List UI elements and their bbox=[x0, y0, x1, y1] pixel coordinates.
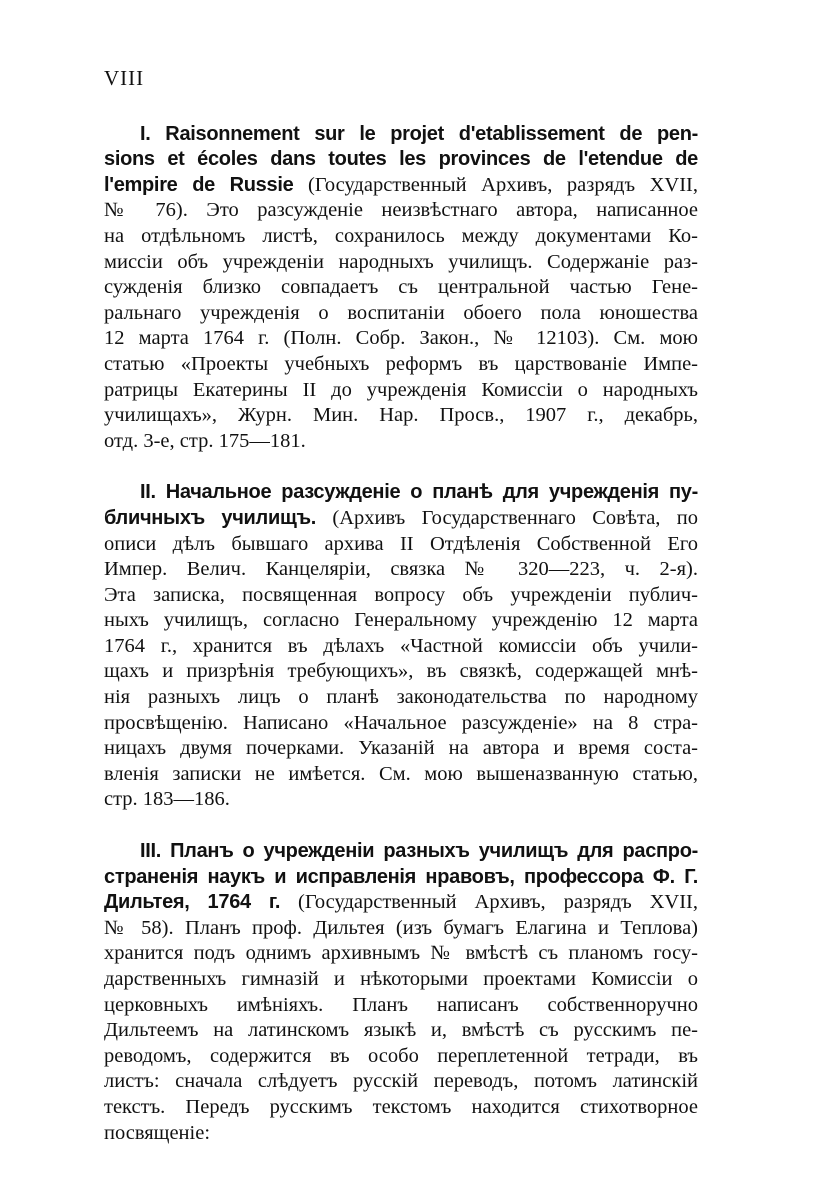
text-line bbox=[104, 890, 698, 916]
text-line bbox=[104, 173, 698, 199]
text-line bbox=[104, 480, 698, 506]
body-text: 1764 г., хранится въ дѣлахъ «Частной комиссіи объ учили- bbox=[104, 634, 698, 657]
text-line bbox=[104, 198, 698, 224]
entry-ii bbox=[104, 480, 698, 813]
body-text: статью «Проекты учебныхъ реформъ въ царствованіе Импе- bbox=[104, 352, 698, 375]
text-line bbox=[104, 993, 698, 1019]
text-line bbox=[104, 506, 698, 532]
body-text: отд. 3-е, стр. 175—181. bbox=[104, 429, 306, 452]
body-text: реводомъ, содержится въ особо переплетенной тетради, въ bbox=[104, 1044, 698, 1067]
text-line bbox=[104, 326, 698, 352]
text-line bbox=[104, 250, 698, 276]
body-text: ныхъ училищъ, согласно Генеральному учрежденію 12 марта bbox=[104, 609, 698, 632]
entry-heading: бличныхъ училищъ. bbox=[104, 506, 317, 529]
entry-heading: III. Планъ о учрежденіи разныхъ училищъ для распро- bbox=[140, 840, 698, 863]
body-text: посвященіе: bbox=[104, 1121, 211, 1144]
body-text: щахъ и призрѣнія требующихъ», въ связкѣ, содержащей мнѣ- bbox=[104, 660, 698, 683]
body-text: (Государственный Архивъ, разрядъ XVII, bbox=[280, 891, 698, 914]
text-line bbox=[104, 736, 698, 762]
text-line bbox=[104, 275, 698, 301]
body-text: дарственныхъ гимназій и нѣкоторыми проектами Комиссіи о bbox=[104, 968, 698, 990]
body-text: текстъ. Передъ русскимъ текстомъ находится стихотворное bbox=[104, 1095, 698, 1118]
text-line bbox=[104, 352, 698, 378]
text-line bbox=[104, 122, 698, 148]
body-text: ратрицы Екатерины II до учрежденія Комиссіи о народныхъ bbox=[104, 378, 698, 401]
text-line bbox=[104, 711, 698, 737]
body-text: 12 марта 1764 г. (Полн. Собр. Закон., № 12103). См. мою bbox=[104, 327, 698, 350]
text-line bbox=[104, 1095, 698, 1121]
text-line bbox=[104, 1044, 698, 1070]
entry-heading: l'empire de Russie bbox=[104, 173, 294, 196]
body-text: (Государственный Архивъ, разрядъ XVII, bbox=[293, 173, 698, 196]
body-text: просвѣщенію. Написано «Начальное разсужденіе» на 8 стра- bbox=[104, 711, 698, 734]
text-line bbox=[104, 685, 698, 711]
text-line bbox=[104, 865, 698, 891]
body-text: вленія записки не имѣется. См. мою вышеназванную статью, bbox=[104, 762, 698, 785]
entry-heading: sions et écoles dans toutes les provinces de l'etendue de bbox=[104, 148, 698, 171]
text-line bbox=[104, 1018, 698, 1044]
text-line bbox=[104, 916, 698, 942]
text-line bbox=[104, 583, 698, 609]
text-line bbox=[104, 634, 698, 660]
text-line bbox=[104, 762, 698, 788]
body-text: нія разныхъ лицъ о планѣ законодательства по народному bbox=[104, 686, 698, 709]
body-text: Эта записка, посвященная вопросу объ учрежденіи публич- bbox=[104, 583, 698, 606]
page-number: VIII bbox=[104, 66, 145, 90]
body-text: ницахъ двумя почерками. Указаній на автора и время соста- bbox=[104, 737, 698, 760]
entry-i bbox=[104, 122, 698, 455]
body-text: описи дѣлъ бывшаго архива II Отдѣленія Собственной Его bbox=[104, 532, 698, 555]
entry-heading: страненія наукъ и исправленія нравовъ, профессора Ф. Г. bbox=[104, 865, 698, 888]
text-line bbox=[104, 659, 698, 685]
text-line bbox=[104, 608, 698, 634]
text-line bbox=[104, 787, 698, 813]
text-line bbox=[104, 378, 698, 404]
body-text: хранится подъ однимъ архивнымъ № вмѣстѣ съ планомъ госу- bbox=[104, 942, 698, 965]
body-text: церковныхъ имѣніяхъ. Планъ написанъ собственноручно bbox=[104, 993, 698, 1016]
body-text: № 76). Это разсужденіе неизвѣстнаго автора, написанное bbox=[104, 199, 698, 222]
body-text: листъ: сначала слѣдуетъ русскій переводъ, потомъ латинскій bbox=[104, 1070, 698, 1093]
text-line bbox=[104, 967, 698, 993]
document-page bbox=[104, 66, 698, 1172]
entry-heading: Дильтея, 1764 г. bbox=[104, 891, 281, 914]
text-line bbox=[104, 429, 698, 455]
body-text: ральнаго учрежденія о воспитаніи обоего пола юношества bbox=[104, 301, 698, 324]
body-text: миссіи объ учрежденіи народныхъ училищъ. Содержаніе раз- bbox=[104, 250, 698, 273]
body-text: (Архивъ Государственнаго Совѣта, по bbox=[316, 506, 698, 529]
body-text: Дильтеемъ на латинскомъ языкѣ и, вмѣстѣ съ русскимъ пе- bbox=[104, 1019, 698, 1042]
body-text: на отдѣльномъ листѣ, сохранилось между документами Ко- bbox=[104, 224, 698, 247]
entry-iii bbox=[104, 839, 698, 1146]
entry-heading: I. Raisonnement sur le projet d'etablissement de pen- bbox=[140, 122, 698, 145]
text-line bbox=[104, 532, 698, 558]
text-line bbox=[104, 941, 698, 967]
text-line bbox=[104, 1069, 698, 1095]
body-text: стр. 183—186. bbox=[104, 788, 230, 811]
text-line bbox=[104, 224, 698, 250]
body-text: училищахъ», Журн. Мин. Нар. Просв., 1907 г., декабрь, bbox=[104, 404, 698, 427]
text-line bbox=[104, 557, 698, 583]
text-line bbox=[104, 301, 698, 327]
text-line bbox=[104, 403, 698, 429]
text-line bbox=[104, 839, 698, 865]
text-line bbox=[104, 147, 698, 173]
body-text: № 58). Планъ проф. Дильтея (изъ бумагъ Елагина и Теплова) bbox=[104, 916, 698, 939]
body-text: сужденія близко совпадаетъ съ центральной частью Гене- bbox=[104, 276, 698, 299]
entry-heading: II. Начальное разсужденіе о планѣ для учрежденія пу- bbox=[140, 481, 698, 504]
body-text: Импер. Велич. Канцеляріи, связка № 320—223, ч. 2-я). bbox=[104, 558, 698, 581]
text-line bbox=[104, 1121, 698, 1147]
